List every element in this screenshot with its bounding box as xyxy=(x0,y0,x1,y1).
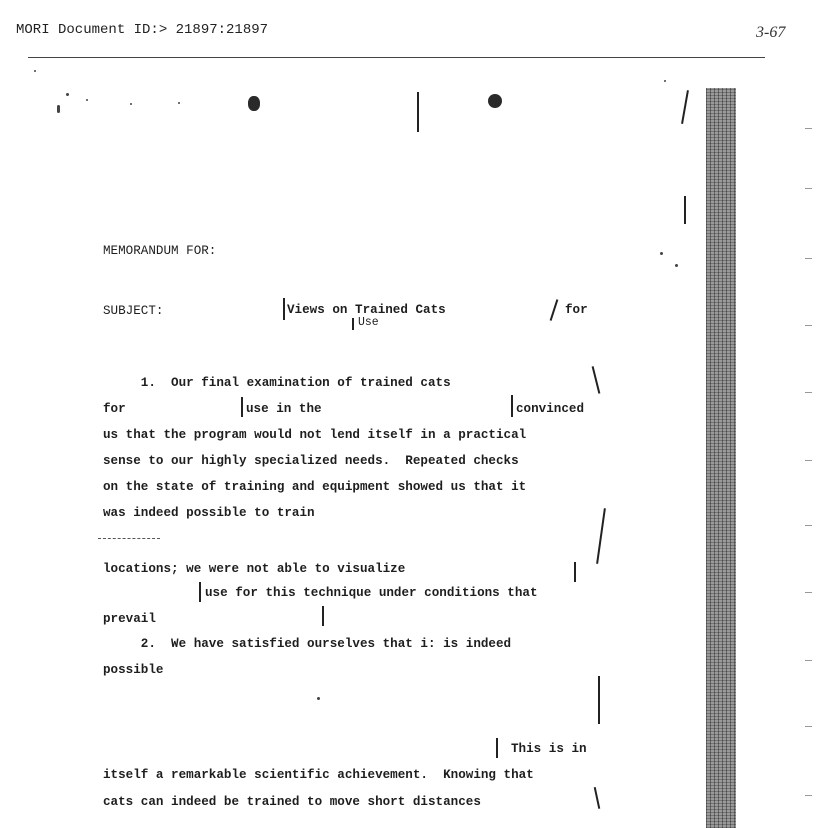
margin-tick xyxy=(805,258,812,259)
body-line: possible xyxy=(103,663,164,677)
scan-mark-vertical-line xyxy=(417,92,419,132)
document-id-header: MORI Document ID:> 21897:21897 xyxy=(16,22,269,38)
scan-speck xyxy=(34,70,36,72)
redaction-bar xyxy=(596,508,605,564)
redaction-bar xyxy=(550,299,558,320)
margin-tick xyxy=(805,795,812,796)
body-line: itself a remarkable scientific achievement. Knowing that xyxy=(103,768,534,782)
body-line: for xyxy=(103,402,126,416)
margin-tick xyxy=(805,392,812,393)
body-line: This is in xyxy=(511,742,587,756)
margin-tick xyxy=(805,726,812,727)
body-line: sense to our highly specialized needs. Repeated checks xyxy=(103,454,519,468)
redaction-underline xyxy=(98,538,160,539)
body-line: 1. Our final examination of trained cats xyxy=(103,376,451,390)
scan-speck xyxy=(66,93,69,96)
header-rule xyxy=(28,57,765,58)
margin-tick xyxy=(805,188,812,189)
redaction-bar xyxy=(199,582,201,602)
redaction-bar xyxy=(283,298,285,320)
redaction-bar xyxy=(594,787,600,809)
margin-tick xyxy=(805,525,812,526)
scan-speck xyxy=(660,252,663,255)
margin-tick xyxy=(805,128,812,129)
scan-speck xyxy=(178,102,180,104)
redaction-bar xyxy=(352,318,354,330)
body-line: convinced xyxy=(516,402,585,416)
scan-speck xyxy=(317,697,320,700)
body-line: prevail xyxy=(103,612,156,626)
redaction-bar xyxy=(598,676,600,724)
scan-mark-right-bracket xyxy=(684,196,686,224)
body-line: locations; we were not able to visualize xyxy=(103,562,406,576)
body-line: use in the xyxy=(246,402,322,416)
body-line: 2. We have satisfied ourselves that i: is indeed xyxy=(103,637,512,651)
redaction-bar xyxy=(511,395,513,417)
scan-edge-strip xyxy=(706,88,736,828)
body-line: was indeed possible to train xyxy=(103,506,315,520)
subject-title: Views on Trained Cats xyxy=(287,303,446,317)
scan-speck xyxy=(57,105,60,113)
memorandum-for-label: MEMORANDUM FOR: xyxy=(103,244,217,258)
redaction-bar xyxy=(592,366,600,394)
margin-tick xyxy=(805,325,812,326)
subject-use: Use xyxy=(358,316,379,329)
body-line: use for this technique under conditions that xyxy=(205,586,538,600)
scan-speck xyxy=(664,80,666,82)
body-line: us that the program would not lend itself in a practical xyxy=(103,428,527,442)
scan-speck xyxy=(130,103,132,105)
redaction-bar xyxy=(496,738,498,758)
page-number: 3-67 xyxy=(756,24,786,41)
scan-mark-right-slash xyxy=(681,90,688,124)
scan-mark-blob-right xyxy=(488,94,502,108)
margin-tick xyxy=(805,460,812,461)
scan-mark-blob-left xyxy=(248,96,260,111)
scan-speck xyxy=(675,264,678,267)
redaction-bar xyxy=(322,606,324,626)
scan-speck xyxy=(86,99,88,101)
redaction-bar xyxy=(574,562,576,582)
margin-tick xyxy=(805,592,812,593)
body-line: on the state of training and equipment showed us that it xyxy=(103,480,527,494)
body-line: cats can indeed be trained to move short distances xyxy=(103,795,481,809)
subject-for: for xyxy=(565,303,588,317)
margin-tick xyxy=(805,660,812,661)
redaction-bar xyxy=(241,397,243,417)
subject-label: SUBJECT: xyxy=(103,304,164,318)
